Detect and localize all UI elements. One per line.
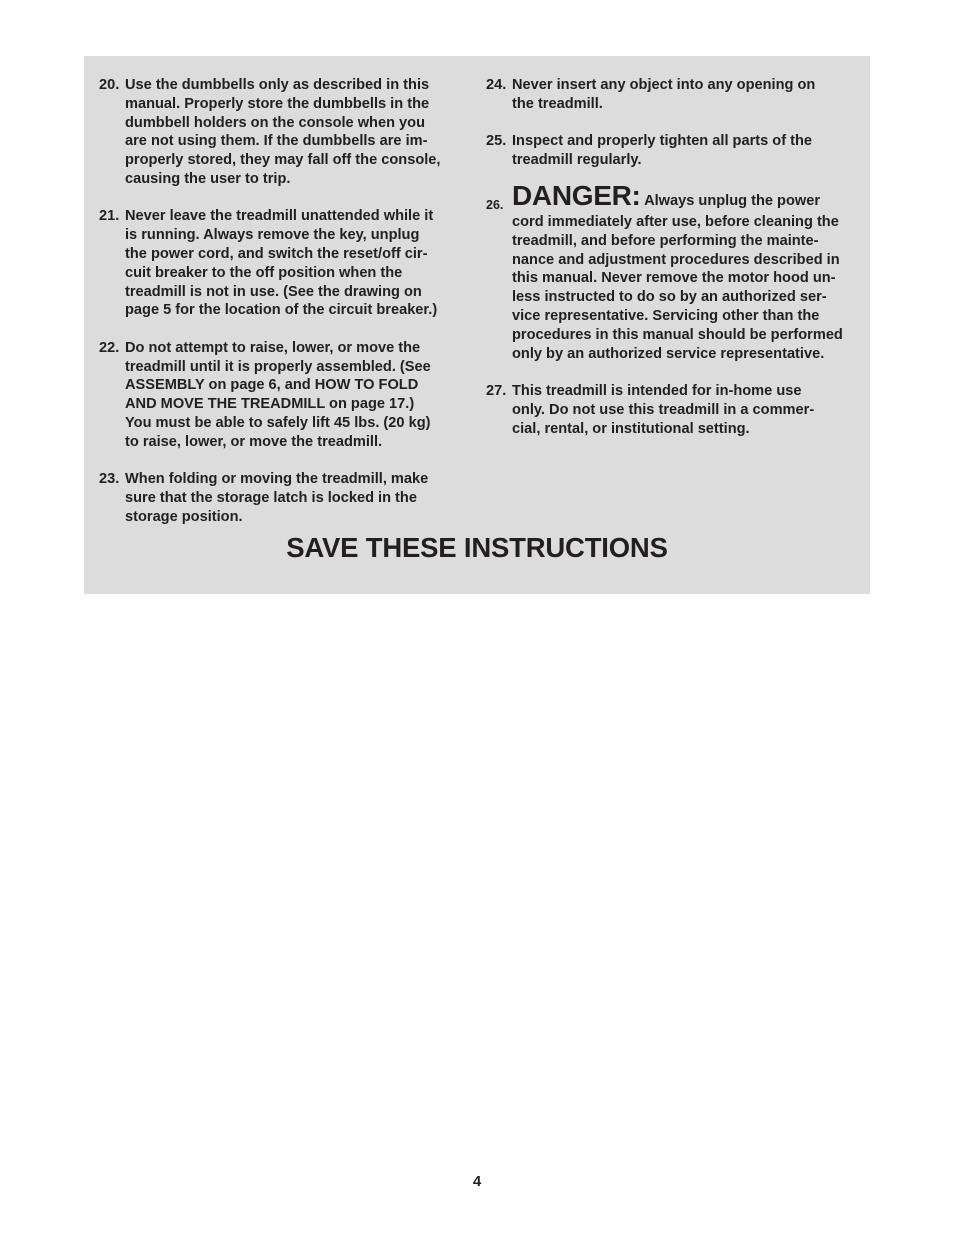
instruction-21: [99, 207, 469, 320]
item-text-line: Use the dumbbells only as described in this: [125, 77, 430, 93]
item-text-line: nance and adjustment procedures described in: [512, 251, 840, 268]
right-column: [486, 76, 858, 439]
page-number: 4: [472, 1173, 482, 1190]
item-text-line: less instructed to do so by an authorized ser-: [512, 289, 827, 306]
item-text-line: treadmill until it is properly assembled. (See: [125, 358, 431, 375]
instruction-24: [486, 76, 858, 114]
item-text-line: vice representative. Servicing other than the: [512, 307, 820, 324]
item-text-line: Never leave the treadmill unattended while it: [125, 208, 434, 225]
item-text-line: procedures in this manual should be performed: [512, 326, 843, 343]
item-text-line: AND MOVE THE TREADMILL on page 17.): [125, 396, 415, 413]
instruction-20: [99, 76, 469, 189]
item-text-line: dumbbell holders on the console when you: [125, 114, 426, 131]
item-text-line: the treadmill.: [512, 95, 603, 112]
item-text-line: the power cord, and switch the reset/off cir-: [125, 245, 428, 262]
item-number: 27.: [486, 383, 507, 400]
item-text-line: this manual. Never remove the motor hood un-: [512, 270, 836, 287]
item-text-line: ASSEMBLY on page 6, and HOW TO FOLD: [125, 377, 419, 394]
item-text-line: only by an authorized service representative.: [512, 345, 825, 362]
item-number: 21.: [99, 208, 120, 225]
item-text-line: manual. Properly store the dumbbells in the: [125, 95, 430, 112]
instruction-22: [99, 339, 469, 452]
item-number: 26.: [486, 197, 504, 212]
danger-first-line: [512, 179, 858, 216]
item-number: 23.: [99, 471, 120, 488]
instruction-26-danger: [486, 179, 858, 363]
item-text-line: Inspect and properly tighten all parts of the: [512, 133, 813, 150]
item-text-line: cial, rental, or institutional setting.: [512, 420, 750, 437]
instruction-25: [486, 132, 858, 170]
save-instructions-heading: SAVE THESE INSTRUCTIONS: [286, 532, 668, 563]
left-column: [99, 76, 469, 527]
item-number: 24.: [486, 77, 507, 93]
item-text-line: are not using them. If the dumbbells are im-: [125, 133, 428, 150]
item-text-line: Always unplug the power: [644, 192, 821, 209]
item-number: 20.: [99, 77, 120, 93]
item-number: 25.: [486, 133, 507, 150]
item-text-line: Never insert any object into any opening on: [512, 77, 816, 93]
item-text-line: When folding or moving the treadmill, make: [125, 471, 429, 488]
safety-instructions-panel: [84, 56, 870, 594]
item-text-line: treadmill, and before performing the mainte-: [512, 232, 819, 249]
item-text-line: cord immediately after use, before cleaning the: [512, 213, 839, 230]
instruction-23: [99, 470, 469, 526]
item-text-line: You must be able to safely lift 45 lbs. (20 kg): [125, 414, 431, 431]
item-text-line: to raise, lower, or move the treadmill.: [125, 433, 383, 450]
danger-label: DANGER:: [512, 179, 641, 211]
item-text-line: This treadmill is intended for in-home use: [512, 383, 802, 400]
instruction-27: [486, 382, 858, 438]
item-text-line: treadmill is not in use. (See the drawing on: [125, 283, 422, 300]
item-text-line: page 5 for the location of the circuit breaker.): [125, 302, 438, 319]
item-text-line: cuit breaker to the off position when the: [125, 264, 403, 281]
item-text-line: only. Do not use this treadmill in a commer-: [512, 401, 815, 418]
item-text-line: storage position.: [125, 508, 243, 525]
item-text-line: sure that the storage latch is locked in the: [125, 489, 417, 506]
item-text-line: Do not attempt to raise, lower, or move the: [125, 339, 421, 356]
item-text-line: properly stored, they may fall off the console,: [125, 152, 441, 169]
item-text-line: causing the user to trip.: [125, 170, 291, 187]
item-text-line: treadmill regularly.: [512, 152, 642, 169]
item-text-line: is running. Always remove the key, unplug: [125, 227, 420, 244]
item-number: 22.: [99, 339, 120, 356]
